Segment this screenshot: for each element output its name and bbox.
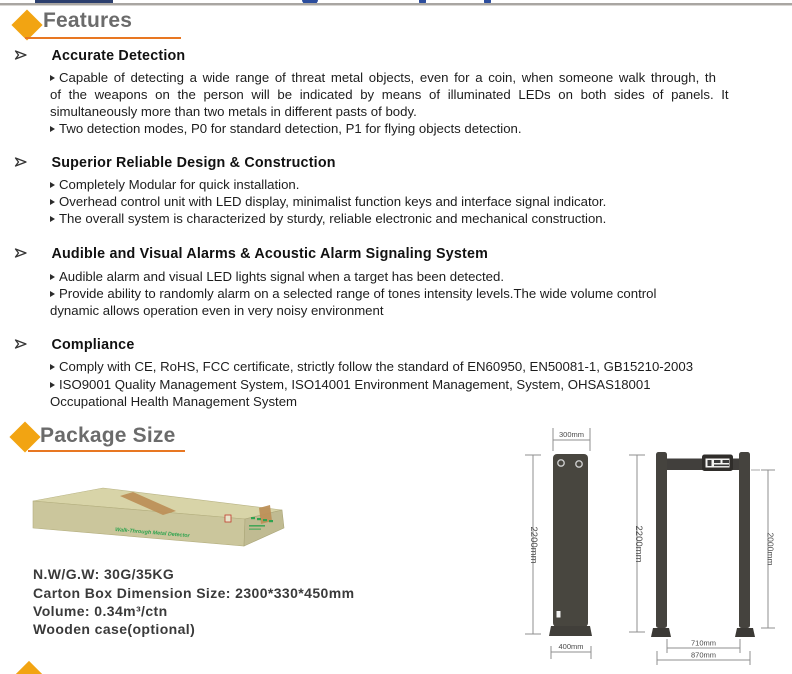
- display-segment: [714, 465, 729, 467]
- section-arrow-icon: [14, 337, 28, 355]
- feature-text-line: [50, 303, 384, 318]
- feature-text-line: [50, 104, 417, 119]
- gate-inner-width-label: 710mm: [690, 638, 717, 648]
- display-segment: [714, 460, 721, 463]
- gate-inner-height-label: 2000mm: [765, 532, 776, 566]
- package-size-heading-underline: [28, 450, 185, 452]
- package-info-volume: Volume: 0.34m³/ctn: [33, 603, 168, 619]
- feature-bullet-line: [50, 121, 522, 136]
- features-heading-underline: [25, 37, 181, 39]
- bullet-triangle-icon: [50, 382, 55, 388]
- features-diamond-icon: [11, 9, 42, 40]
- section-title-text: Accurate Detection: [51, 48, 186, 64]
- package-info-weight: N.W/G.W: 30G/35KG: [33, 566, 175, 582]
- bullet-triangle-icon: [50, 274, 55, 280]
- bullet-text: Audible alarm and visual LED lights signal when a target has been detected.: [59, 269, 504, 284]
- bullet-text: Comply with CE, RoHS, FCC certificate, strictly follow the standard of EN60950, EN50081-1, GB15210-2003: [59, 359, 694, 374]
- detector-panel: [553, 454, 588, 627]
- section-arrow-icon: [14, 48, 28, 66]
- bullet-text: of the weapons on the person will be indicated by means of illuminated LEDs on both sides of panels. It: [50, 87, 729, 102]
- header-divider-line: [0, 3, 792, 6]
- bullet-text: Two detection modes, P0 for standard detection, P1 for flying objects detection.: [59, 121, 522, 136]
- carton-label: [225, 515, 231, 522]
- gate-outer-width-label: 870mm: [690, 650, 717, 660]
- bullet-triangle-icon: [50, 182, 55, 188]
- bullet-text: Capable of detecting a wide range of threat metal objects, even for a coin, when someone walk through, th: [59, 70, 716, 85]
- gate-left-foot: [651, 628, 671, 637]
- carton-box-illustration: [30, 483, 292, 560]
- display-segment: [723, 460, 730, 463]
- carton-side-text: Walk-Through Metal Detector: [114, 527, 190, 540]
- bullet-triangle-icon: [50, 126, 55, 132]
- gate-outer-height-label: 2200mm: [633, 525, 644, 563]
- panel-top-width-label: 300mm: [558, 430, 585, 439]
- detector-panel-base: [549, 626, 592, 636]
- features-heading: Features: [43, 9, 133, 32]
- feature-section-title: [14, 154, 336, 173]
- package-info-case: Wooden case(optional): [33, 621, 196, 637]
- feature-text-line: [50, 394, 297, 409]
- bullet-triangle-icon: [50, 199, 55, 205]
- gate-right-pillar: [739, 452, 750, 628]
- section-arrow-icon: [14, 246, 28, 264]
- section-arrow-icon: [14, 155, 28, 173]
- feature-bullet-line: [50, 286, 656, 301]
- feature-section-title: [14, 336, 135, 355]
- bullet-text: ISO9001 Quality Management System, ISO14001 Environment Management, System, OHSAS18001: [59, 377, 651, 392]
- bullet-text: The overall system is characterized by sturdy, reliable electronic and mechanical construction.: [59, 211, 607, 226]
- feature-section-title: [14, 245, 488, 264]
- bullet-text: Provide ability to randomly alarm on a selected range of tones intensity levels.The wide volume control: [59, 286, 657, 301]
- bullet-triangle-icon: [50, 364, 55, 370]
- panel-base-width-label: 400mm: [558, 642, 584, 651]
- bullet-text: Completely Modular for quick installation.: [59, 177, 300, 192]
- bullet-triangle-icon: [50, 216, 55, 222]
- bullet-text: dynamic allows operation even in very noisy environment: [50, 303, 384, 318]
- bullet-triangle-icon: [50, 75, 55, 81]
- feature-section-title: [14, 47, 185, 66]
- package-info-dimension: Carton Box Dimension Size: 2300*330*450mm: [33, 585, 355, 601]
- feature-bullet-line: [50, 70, 716, 85]
- package-size-heading: Package Size: [40, 424, 176, 447]
- display-indicator: [708, 460, 712, 466]
- section-title-text: Compliance: [51, 337, 135, 353]
- bullet-triangle-icon: [50, 291, 55, 297]
- gate-left-pillar: [656, 452, 667, 628]
- bullet-text: simultaneously more than two metals in different pasts of body.: [50, 104, 417, 119]
- feature-bullet-line: [50, 211, 606, 226]
- gate-right-foot: [735, 628, 755, 637]
- section-title-text: Audible and Visual Alarms & Acoustic Alarm Signaling System: [51, 246, 489, 262]
- feature-bullet-line: [50, 269, 504, 284]
- bullet-text: Overhead control unit with LED display, minimalist function keys and interface signal indicator.: [59, 194, 607, 209]
- section-title-text: Superior Reliable Design & Construction: [51, 155, 336, 171]
- feature-bullet-line: [50, 194, 606, 209]
- dimension-diagrams: [500, 425, 792, 674]
- panel-height-label: 2200mm: [528, 526, 539, 564]
- feature-bullet-line: [50, 359, 693, 374]
- feature-bullet-line: [50, 177, 299, 192]
- next-section-diamond-icon: [15, 661, 43, 674]
- panel-port: [557, 611, 561, 618]
- feature-bullet-line: [50, 377, 651, 392]
- package-size-diamond-icon: [9, 421, 40, 452]
- feature-text-line: [50, 87, 729, 102]
- bullet-text: Occupational Health Management System: [50, 394, 298, 409]
